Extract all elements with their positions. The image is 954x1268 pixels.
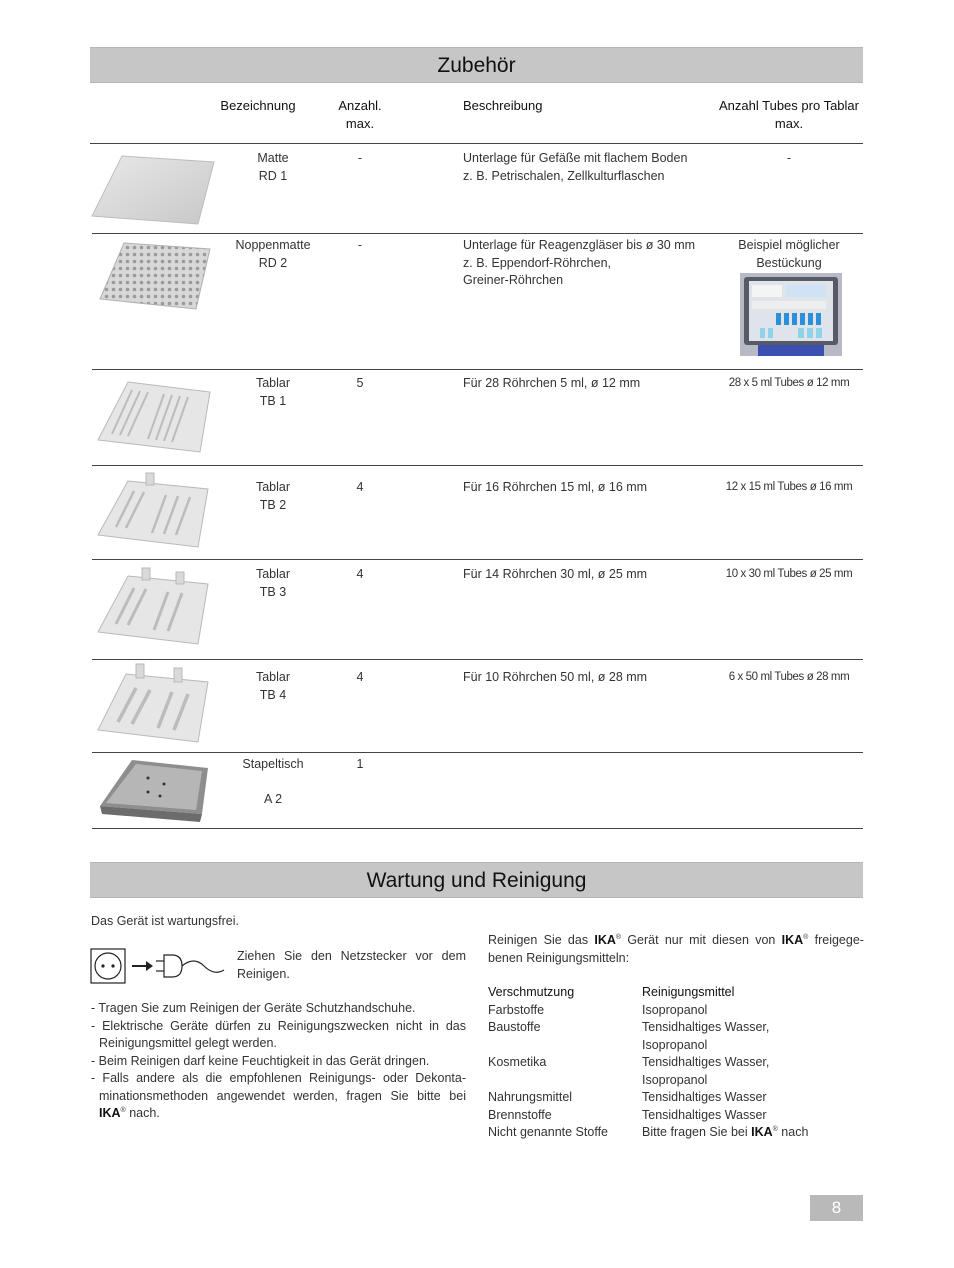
row6-desc: Für 10 Röhrchen 50 ml, ø 28 mm bbox=[463, 670, 648, 684]
row5-qty: 4 bbox=[356, 567, 364, 581]
studded-mat-rd2-image bbox=[96, 237, 214, 315]
accessories-title: Zubehör bbox=[90, 47, 863, 83]
row3-qty: 5 bbox=[356, 376, 364, 390]
row1-desc: Unterlage für Gefäße mit flachem Boden z. B. Petrischalen, Zellkulturflaschen bbox=[463, 151, 688, 183]
row2-name: Noppenmatte RD 2 bbox=[235, 238, 311, 270]
unplug-icon bbox=[90, 948, 230, 986]
safety-bullets: - Tragen Sie zum Reinigen der Geräte Schutzhandschuhe. - Elektrische Geräte dürfen zu Reinigungszwecken nicht in das Reinigungsmittel gelegt werden. - Beim Reinigen darf keine Feuchtigkeit in das Gerät dringen. - Falls andere als die empfohlenen Reinigungs- oder Dekonta- minationsmethoden angewendet werden, fragen Sie bitte bei IKA® nach. bbox=[91, 1001, 466, 1120]
row3-desc: Für 28 Röhrchen 5 ml, ø 12 mm bbox=[463, 376, 641, 390]
row4-name: Tablar TB 2 bbox=[255, 480, 291, 512]
cleaning-table-agent-column: Reinigungsmittel Isopropanol Tensidhaltiges Wasser, Isopropanol Tensidhaltiges Wasser, Isopropanol Tensidhaltiges Wasser Tensidhaltiges Wasser Bitte fragen Sie bei IKA® nach bbox=[642, 985, 809, 1139]
row1-tubes: - bbox=[786, 151, 792, 165]
header-tubes: Anzahl Tubes pro Tablar max. bbox=[719, 98, 859, 131]
row4-tubes: 12 x 15 ml Tubes ø 16 mm bbox=[725, 481, 853, 493]
header-desc: Beschreibung bbox=[463, 98, 543, 113]
row6-tubes: 6 x 50 ml Tubes ø 28 mm bbox=[728, 671, 850, 683]
unplug-text: Ziehen Sie den Netzstecker vor dem Reinigen. bbox=[237, 949, 466, 981]
cleaning-table-dirt-column: Verschmutzung Farbstoffe Baustoffe Kosmetika Nahrungsmittel Brennstoffe Nicht genannte Stoffe bbox=[488, 985, 608, 1139]
row-divider bbox=[92, 233, 863, 234]
row4-desc: Für 16 Röhrchen 15 ml, ø 16 mm bbox=[463, 480, 648, 494]
row-divider bbox=[92, 752, 863, 753]
maintenance-intro: Das Gerät ist wartungsfrei. bbox=[91, 914, 239, 928]
row5-desc: Für 14 Röhrchen 30 ml, ø 25 mm bbox=[463, 567, 648, 581]
row-divider bbox=[92, 369, 863, 370]
row2-qty: - bbox=[357, 238, 363, 252]
row2-tubes: Beispiel möglicher Bestückung bbox=[738, 238, 840, 270]
tray-tb2-image bbox=[96, 471, 214, 553]
row-divider bbox=[92, 465, 863, 466]
stacking-table-a2-image bbox=[96, 756, 214, 828]
cleaning-intro: Reinigen Sie das IKA® Gerät nur mit diesen von IKA® freigege- benen Reinigungsmitteln: bbox=[488, 933, 864, 965]
row1-name: Matte RD 1 bbox=[257, 151, 289, 183]
row5-name: Tablar TB 3 bbox=[255, 567, 291, 599]
maintenance-title: Wartung und Reinigung bbox=[90, 862, 863, 898]
row-divider bbox=[92, 559, 863, 560]
tray-tb4-image bbox=[96, 660, 214, 748]
row4-qty: 4 bbox=[356, 480, 364, 494]
row2-desc: Unterlage für Reagenzgläser bis ø 30 mm z. B. Eppendorf-Röhrchen, Greiner-Röhrchen bbox=[463, 238, 696, 287]
tray-tb1-image bbox=[96, 376, 214, 460]
mat-rd1-image bbox=[88, 150, 218, 230]
page-number: 8 bbox=[810, 1195, 863, 1221]
row6-qty: 4 bbox=[356, 670, 364, 684]
table-divider bbox=[90, 143, 863, 144]
header-qty: Anzahl. max. bbox=[338, 98, 382, 131]
loading-example-image bbox=[740, 273, 842, 356]
row7-name: Stapeltisch A 2 bbox=[242, 757, 304, 806]
row1-qty: - bbox=[357, 151, 363, 165]
tray-tb3-image bbox=[96, 566, 214, 650]
row5-tubes: 10 x 30 ml Tubes ø 25 mm bbox=[725, 568, 853, 580]
row3-tubes: 28 x 5 ml Tubes ø 12 mm bbox=[728, 377, 850, 389]
row3-name: Tablar TB 1 bbox=[255, 376, 291, 408]
row7-qty: 1 bbox=[356, 757, 364, 771]
row-divider bbox=[92, 828, 863, 829]
header-name: Bezeichnung bbox=[220, 98, 296, 113]
row6-name: Tablar TB 4 bbox=[255, 670, 291, 702]
